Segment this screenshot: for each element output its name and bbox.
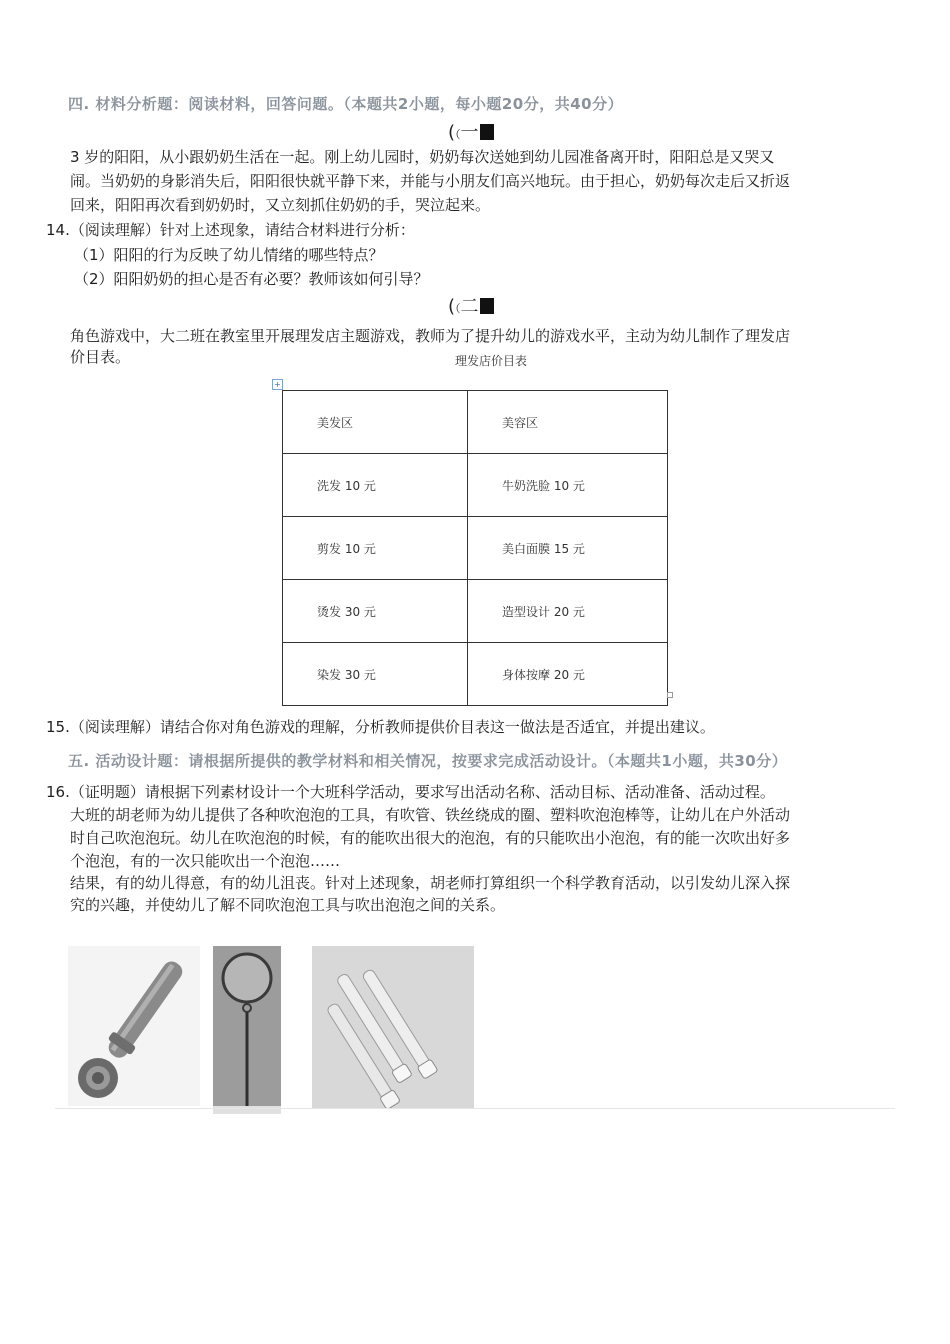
question-16-line-3: 个泡泡，有的一次只能吹出一个泡泡……	[70, 852, 341, 870]
question-14-stem: 14.（阅读理解）针对上述现象，请结合材料进行分析：	[46, 221, 415, 239]
material-2-line-2: 价目表。	[70, 348, 131, 366]
table-cell: 牛奶洗脸 10 元	[468, 454, 668, 517]
table-row	[283, 643, 668, 706]
redaction-block	[480, 124, 494, 140]
marker-small-paren: （	[455, 128, 461, 141]
marker-label: 一	[460, 122, 479, 143]
marker-label: 二	[460, 296, 479, 317]
bubble-pipe-photo	[68, 946, 200, 1106]
question-14-sub-1: （1）阳阳的行为反映了幼儿情绪的哪些特点？	[74, 246, 384, 264]
price-table	[282, 390, 668, 706]
table-cell: 美白面膜 15 元	[468, 517, 668, 580]
question-16-line-4: 结果，有的幼儿得意，有的幼儿沮丧。针对上述现象，胡老师打算组织一个科学教育活动，以引发幼儿深入探	[70, 874, 791, 892]
section-5-heading: 五. 活动设计题：请根据所提供的教学材料和相关情况，按要求完成活动设计。（本题共1小题，共30分）	[68, 752, 788, 770]
table-row	[283, 391, 668, 454]
table-cell: 身体按摩 20 元	[468, 643, 668, 706]
material-1-line-1: 3 岁的阳阳，从小跟奶奶生活在一起。刚上幼儿园时，奶奶每次送她到幼儿园准备离开时，阳阳总是又哭又	[70, 148, 775, 166]
table-cell: 造型设计 20 元	[468, 580, 668, 643]
material-marker-2	[448, 292, 494, 318]
question-16-line-1: 大班的胡老师为幼儿提供了各种吹泡泡的工具，有吹管、铁丝绕成的圈、塑料吹泡泡棒等，让幼儿在户外活动	[70, 806, 791, 824]
table-cell: 洗发 10 元	[283, 454, 468, 517]
question-16-line-5: 究的兴趣，并使幼儿了解不同吹泡泡工具与吹出泡泡之间的关系。	[70, 896, 506, 914]
redaction-block	[480, 298, 494, 314]
marker-paren: (	[448, 296, 456, 317]
question-14-sub-2: （2）阳阳奶奶的担心是否有必要？教师该如何引导？	[74, 270, 429, 288]
table-row	[283, 517, 668, 580]
table-cell: 美容区	[468, 391, 668, 454]
table-row	[283, 580, 668, 643]
material-2-line-1: 角色游戏中，大二班在教室里开展理发店主题游戏，教师为了提升幼儿的游戏水平，主动为幼儿制作了理发店	[70, 327, 791, 345]
wire-loop-photo	[213, 946, 281, 1114]
table-cell: 染发 30 元	[283, 643, 468, 706]
table-cell: 剪发 10 元	[283, 517, 468, 580]
marker-small-paren: （	[455, 302, 461, 315]
material-1-line-3: 回来，阳阳再次看到奶奶时，又立刻抓住奶奶的手，哭泣起来。	[70, 196, 491, 214]
footer-divider	[55, 1108, 895, 1109]
section-4-heading: 四. 材料分析题：阅读材料，回答问题。（本题共2小题，每小题20分，共40分）	[68, 95, 624, 113]
material-1-line-2: 闹。当奶奶的身影消失后，阳阳很快就平静下来，并能与小朋友们高兴地玩。由于担心，奶奶每次走后又折返	[70, 172, 791, 190]
material-marker-1	[448, 118, 494, 144]
table-move-handle-icon[interactable]: +	[272, 379, 283, 390]
question-16-stem: 16.（证明题）请根据下列素材设计一个大班科学活动，要求写出活动名称、活动目标、活动准备、活动过程。	[46, 783, 775, 801]
bubble-wands-photo	[312, 946, 474, 1108]
table-cell: 烫发 30 元	[283, 580, 468, 643]
table-caption: 理发店价目表	[455, 354, 528, 368]
table-cell: 美发区	[283, 391, 468, 454]
marker-paren: (	[448, 122, 456, 143]
table-row	[283, 454, 668, 517]
table-resize-handle[interactable]	[667, 692, 673, 698]
question-15: 15.（阅读理解）请结合你对角色游戏的理解，分析教师提供价目表这一做法是否适宜，并提出建议。	[46, 718, 715, 736]
question-16-line-2: 时自己吹泡泡玩。幼儿在吹泡泡的时候，有的能吹出很大的泡泡，有的只能吹出小泡泡，有的能一次吹出好多	[70, 829, 791, 847]
